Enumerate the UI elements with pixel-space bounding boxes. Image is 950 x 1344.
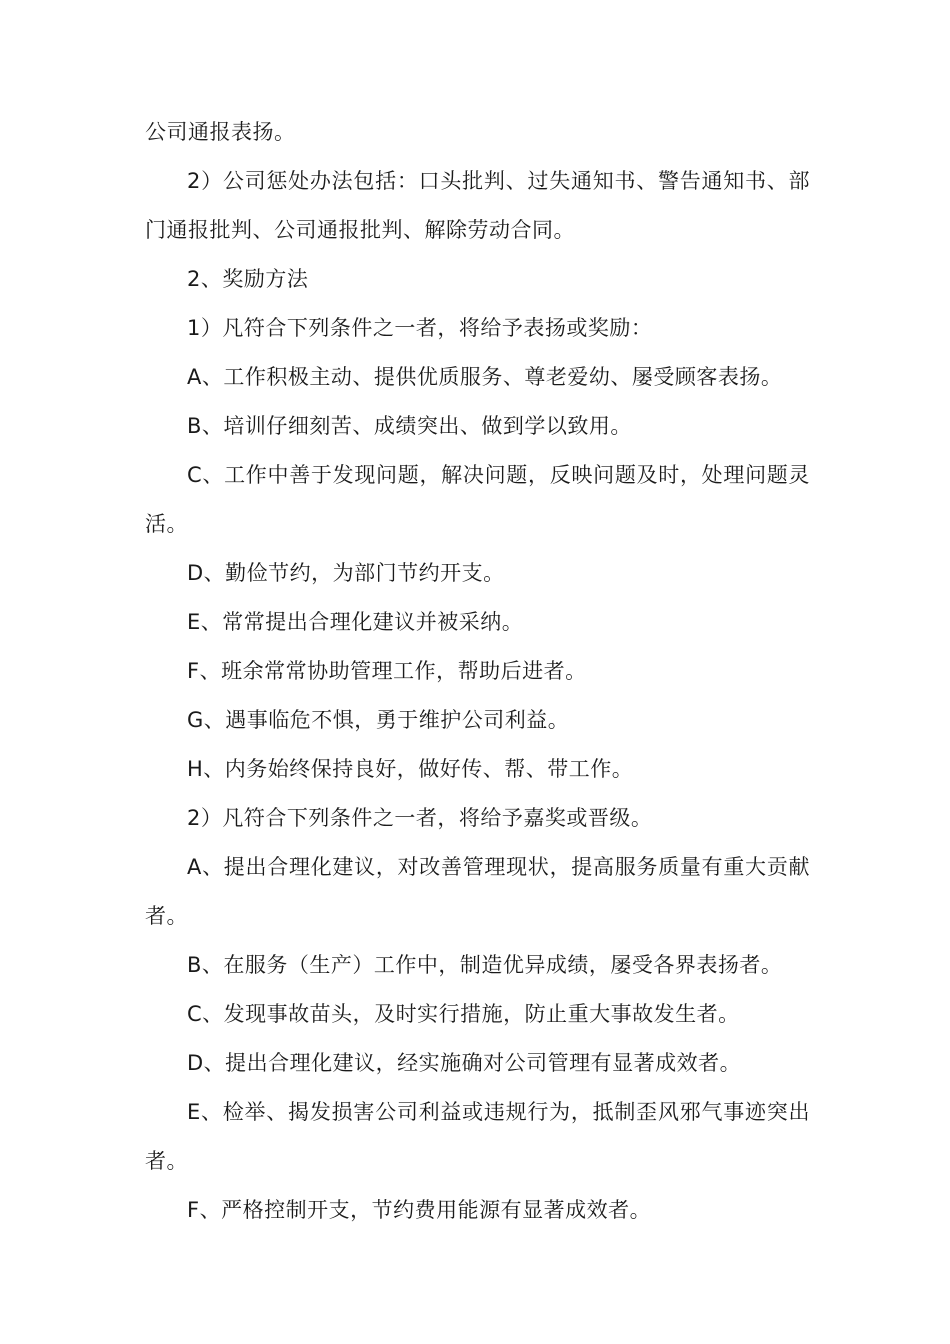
paragraph-3: 2、奖励方法 bbox=[187, 267, 309, 291]
paragraph-9: E、常常提出合理化建议并被采纳。 bbox=[187, 610, 524, 634]
paragraph-7: C、工作中善于发现问题，解决问题，反映问题及时，处理问题灵活。 bbox=[145, 463, 810, 536]
paragraph-6: B、培训仔细刻苦、成绩突出、做到学以致用。 bbox=[187, 414, 632, 438]
paragraph-2: 2）公司惩处办法包括：口头批判、过失通知书、警告通知书、部门通报批判、公司通报批判、解除劳动合同。 bbox=[145, 169, 810, 242]
document-body bbox=[145, 108, 810, 1235]
paragraph-14: A、提出合理化建议，对改善管理现状，提高服务质量有重大贡献者。 bbox=[145, 855, 810, 928]
paragraph-5: A、工作积极主动、提供优质服务、尊老爱幼、屡受顾客表扬。 bbox=[187, 365, 783, 389]
paragraph-1: 公司通报表扬。 bbox=[145, 120, 296, 144]
paragraph-15: B、在服务（生产）工作中，制造优异成绩，屡受各界表扬者。 bbox=[187, 953, 783, 977]
paragraph-18: E、检举、揭发损害公司利益或违规行为，抵制歪风邪气事迹突出者。 bbox=[145, 1100, 810, 1173]
paragraph-4: 1）凡符合下列条件之一者，将给予表扬或奖励： bbox=[187, 316, 653, 340]
paragraph-11: G、遇事临危不惧，勇于维护公司利益。 bbox=[187, 708, 570, 732]
paragraph-13: 2）凡符合下列条件之一者，将给予嘉奖或晋级。 bbox=[187, 806, 653, 830]
paragraph-8: D、勤俭节约，为部门节约开支。 bbox=[187, 561, 505, 585]
paragraph-10: F、班余常常协助管理工作，帮助后进者。 bbox=[187, 659, 587, 683]
paragraph-16: C、发现事故苗头，及时实行措施，防止重大事故发生者。 bbox=[187, 1002, 740, 1026]
paragraph-17: D、提出合理化建议，经实施确对公司管理有显著成效者。 bbox=[187, 1051, 742, 1075]
paragraph-19: F、严格控制开支，节约费用能源有显著成效者。 bbox=[187, 1198, 652, 1222]
paragraph-12: H、内务始终保持良好，做好传、帮、带工作。 bbox=[187, 757, 634, 781]
